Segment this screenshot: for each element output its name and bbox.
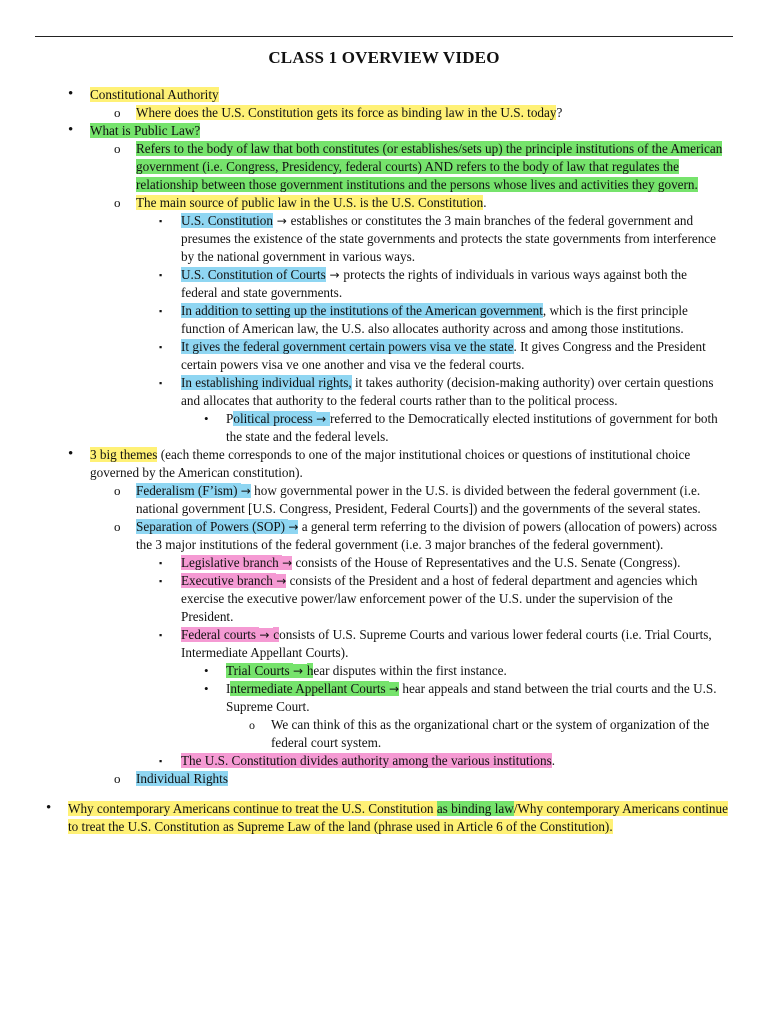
highlighted-text: → [240, 484, 251, 498]
bullet-marker: • [68, 86, 74, 102]
highlighted-text: Federal courts [181, 627, 260, 642]
bullet-marker: o [114, 483, 121, 498]
bullet-marker: ▪ [159, 378, 163, 388]
text-run: hear appeals and stand between the trial courts and the U.S. Supreme Court. [226, 681, 717, 714]
highlighted-text: Refers to the body of law that both constitutes (or establishes/sets up) the principle institutions of the American government (i.e. Congress, Presidency, federal courts) AND refers to the body of law that regulates the relationship between those government institutions and the persons whose lives and activities they govern. [136, 141, 723, 192]
highlighted-text: Federalism (F’ism) [136, 483, 241, 498]
text-run: consists of the President and a host of federal department and agencies which exercise the executive power/law enforcement power of the U.S. under the supervision of the President. [181, 573, 698, 624]
highlighted-text: In addition to setting up the institutions of the American government [181, 303, 543, 318]
highlighted-text: → [292, 664, 307, 678]
outline-item [68, 122, 730, 140]
outline-item [159, 212, 726, 266]
text-run: I [226, 681, 231, 696]
outline-item [46, 800, 728, 836]
bullet-marker: ▪ [159, 558, 163, 568]
bullet-marker: ▪ [159, 576, 163, 586]
highlighted-text: U.S. Constitution [181, 213, 273, 228]
text-run: We can think of this as the organizational chart or the system of organization of the federal court system. [271, 717, 710, 750]
bullet-marker: o [114, 519, 121, 534]
text-run: a general term referring to the division of powers (allocation of powers) across the 3 major institutions of the federal government (i.e. 3 major branches of the federal government). [136, 519, 717, 552]
bullet-marker: • [68, 122, 74, 138]
text-run: , which is the first principle function of American law, the U.S. also allocates authority across and among those institutions. [181, 303, 688, 336]
text-run: ear disputes within the first instance. [313, 663, 507, 678]
highlighted-text: The main source of public law in the U.S. is the U.S. Constitution [136, 195, 484, 210]
bullet-marker: • [68, 446, 74, 462]
highlighted-text: ntermediate Appellant Courts [230, 681, 389, 696]
text-run: it takes authority (decision-making authority) over certain questions and allocates that authority to the federal courts rather than to the political process. [181, 375, 714, 408]
top-rule [35, 36, 733, 37]
text-run: referred to the Democratically elected institutions of government for both the state and the federal levels. [226, 411, 718, 444]
highlighted-text: 3 big themes [90, 447, 158, 462]
highlighted-text: Separation of Powers (SOP) [136, 519, 289, 534]
highlighted-text: h [306, 663, 314, 678]
outline-item [159, 752, 726, 770]
page-title: CLASS 1 OVERVIEW VIDEO [268, 48, 500, 67]
highlighted-text: → [282, 556, 293, 570]
outline-item [114, 518, 726, 554]
text-run: how governmental power in the U.S. is divided between the federal government (i.e. national government [U.S. Congress, President, Federal Courts]) and the governments of the several states. [136, 483, 701, 516]
highlighted-text: U.S. Constitution of Courts [181, 267, 326, 282]
outline-item [204, 680, 726, 716]
highlighted-text: c [273, 627, 280, 642]
outline-item [159, 302, 726, 338]
highlighted-text: What is Public Law? [90, 123, 201, 138]
highlighted-text: Executive branch [181, 573, 277, 588]
bullet-marker: o [114, 105, 121, 120]
highlighted-text: → [276, 574, 287, 588]
outline-item [114, 140, 726, 194]
outline-item [159, 266, 726, 302]
bullet-marker: o [249, 718, 255, 732]
bullet-marker: • [204, 663, 209, 678]
bullet-marker: ▪ [159, 306, 163, 316]
bullet-marker: ▪ [159, 270, 163, 280]
text-run: P [226, 411, 234, 426]
bullet-marker: ▪ [159, 756, 163, 766]
text-run: . [551, 753, 555, 768]
highlighted-text: as binding law [436, 801, 514, 816]
bullet-marker: • [204, 411, 209, 426]
text-run: onsists of U.S. Supreme Courts and various lower federal courts (i.e. Trial Courts, Intermediate Appellant Courts). [181, 627, 712, 660]
bullet-marker: o [114, 195, 121, 210]
outline-item [159, 338, 726, 374]
outline-item [159, 374, 726, 410]
outline-item [68, 86, 730, 104]
text-run: protects the rights of individuals in various ways against both the federal and state governments. [181, 267, 687, 300]
highlighted-text: olitical process [233, 411, 317, 426]
text-run: . [483, 195, 487, 210]
text-run: → [325, 268, 344, 282]
bullet-marker: o [114, 141, 121, 156]
highlighted-text: It gives the federal government certain powers visa ve the state [181, 339, 514, 354]
outline-item [68, 446, 730, 482]
outline-item [159, 572, 726, 626]
bullet-marker: ▪ [159, 216, 163, 226]
highlighted-text: /Why contemporary Americans continue to treat the U.S. Constitution as Supreme Law of the land (phrase used in Article 6 of the Constitution). [68, 801, 728, 834]
outline-item [159, 626, 726, 662]
highlighted-text: → [388, 682, 400, 696]
text-run: establishes or constitutes the 3 main branches of the federal government and presumes the existence of the state governments and protects the state governments from interference by the national government in various ways. [181, 213, 716, 264]
text-run: (each theme corresponds to one of the major institutional choices or questions of institutional choice governed by the American constitution). [90, 447, 691, 480]
highlighted-text: In establishing individual rights, [181, 375, 352, 390]
outline-item [114, 194, 726, 212]
bullet-marker: o [114, 771, 121, 786]
highlighted-text: → [259, 628, 274, 642]
text-run: ? [556, 105, 563, 120]
outline-item [204, 410, 726, 446]
outline [0, 86, 768, 836]
outline-item [114, 770, 726, 788]
bullet-marker: • [46, 800, 52, 816]
highlighted-text: Trial Courts [226, 663, 293, 678]
bullet-marker: ▪ [159, 342, 163, 352]
outline-item [249, 716, 726, 752]
highlighted-text: Why contemporary Americans continue to treat the U.S. Constitution [68, 801, 437, 816]
text-run: . It gives Congress and the President certain powers visa ve one another and visa ve the federal courts. [181, 339, 706, 372]
text-run: → [272, 214, 291, 228]
outline-item [159, 554, 726, 572]
text-run: consists of the House of Representatives and the U.S. Senate (Congress). [292, 555, 681, 570]
outline-item [204, 662, 726, 680]
highlighted-text: Legislative branch [181, 555, 283, 570]
highlighted-text: → [316, 412, 330, 426]
bullet-marker: • [204, 681, 209, 696]
highlighted-text: The U.S. Constitution divides authority among the various institutions [181, 753, 552, 768]
highlighted-text: Constitutional Authority [90, 87, 219, 102]
bullet-marker: ▪ [159, 630, 163, 640]
outline-item [114, 482, 726, 518]
highlighted-text: Where does the U.S. Constitution gets its force as binding law in the U.S. today [136, 105, 557, 120]
highlighted-text: Individual Rights [136, 771, 228, 786]
outline-item [114, 104, 726, 122]
highlighted-text: → [288, 520, 299, 534]
